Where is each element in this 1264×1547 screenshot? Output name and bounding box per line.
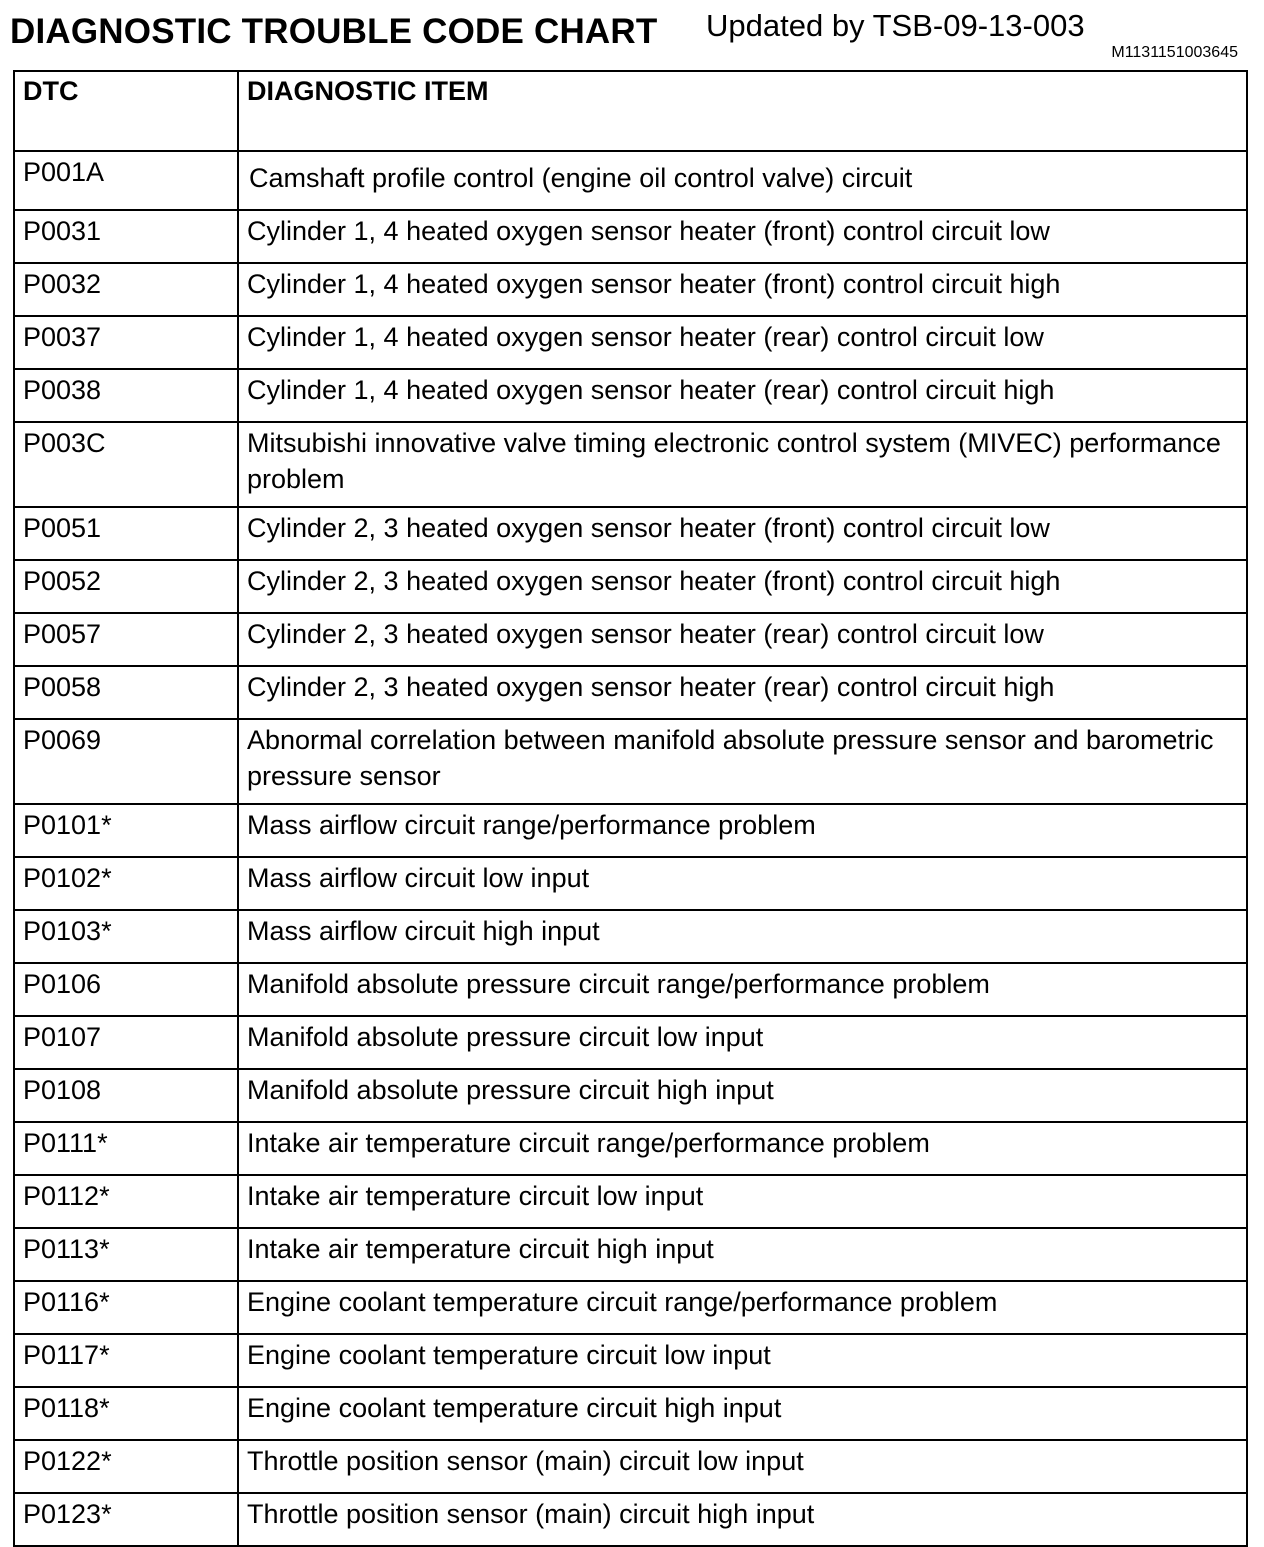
column-header-diagnostic-item: DIAGNOSTIC ITEM: [238, 71, 1247, 151]
table-row: [14, 804, 1247, 857]
diagnostic-item: Engine coolant temperature circuit high input: [238, 1387, 1247, 1440]
table-row: [14, 560, 1247, 613]
table-row: [14, 1228, 1247, 1281]
table-row: [14, 1016, 1247, 1069]
diagnostic-item: Camshaft profile control (engine oil control valve) circuit: [238, 151, 1247, 210]
dtc-code: P0122*: [14, 1440, 238, 1493]
table-row: [14, 316, 1247, 369]
diagnostic-item: Mass airflow circuit low input: [238, 857, 1247, 910]
diagnostic-item: Mass airflow circuit range/performance problem: [238, 804, 1247, 857]
table-row: [14, 666, 1247, 719]
table-row: [14, 1493, 1247, 1546]
dtc-code: P0102*: [14, 857, 238, 910]
table-row: [14, 1069, 1247, 1122]
dtc-code: P0116*: [14, 1281, 238, 1334]
diagnostic-item: Manifold absolute pressure circuit low input: [238, 1016, 1247, 1069]
column-header-dtc: DTC: [14, 71, 238, 151]
diagnostic-item: Abnormal correlation between manifold absolute pressure sensor and barometric pressure sensor: [238, 719, 1247, 804]
diagnostic-item: Intake air temperature circuit range/performance problem: [238, 1122, 1247, 1175]
dtc-code: P0052: [14, 560, 238, 613]
dtc-code: P0111*: [14, 1122, 238, 1175]
diagnostic-item: Cylinder 1, 4 heated oxygen sensor heater (rear) control circuit high: [238, 369, 1247, 422]
diagnostic-item: Intake air temperature circuit high input: [238, 1228, 1247, 1281]
dtc-code: P0051: [14, 507, 238, 560]
dtc-code: P0118*: [14, 1387, 238, 1440]
update-note: Updated by TSB-09-13-003: [706, 8, 1085, 43]
dtc-code: P0117*: [14, 1334, 238, 1387]
diagnostic-item: Manifold absolute pressure circuit high input: [238, 1069, 1247, 1122]
page-title: DIAGNOSTIC TROUBLE CODE CHART: [10, 12, 658, 51]
table-row: [14, 613, 1247, 666]
table-row: [14, 963, 1247, 1016]
document-id: M1131151003645: [1111, 44, 1238, 61]
dtc-code: P0107: [14, 1016, 238, 1069]
dtc-code: P0038: [14, 369, 238, 422]
dtc-code: P0032: [14, 263, 238, 316]
dtc-code: P0108: [14, 1069, 238, 1122]
dtc-code: P0037: [14, 316, 238, 369]
diagnostic-item: Cylinder 2, 3 heated oxygen sensor heater (rear) control circuit high: [238, 666, 1247, 719]
table-row: [14, 1122, 1247, 1175]
diagnostic-item: Engine coolant temperature circuit range/performance problem: [238, 1281, 1247, 1334]
dtc-code: P0123*: [14, 1493, 238, 1546]
dtc-table: [13, 70, 1248, 1547]
table-row: [14, 369, 1247, 422]
diagnostic-item: Cylinder 2, 3 heated oxygen sensor heater (front) control circuit low: [238, 507, 1247, 560]
table-row: [14, 1334, 1247, 1387]
diagnostic-item: Cylinder 1, 4 heated oxygen sensor heater (front) control circuit high: [238, 263, 1247, 316]
dtc-code: P003C: [14, 422, 238, 507]
diagnostic-item: Engine coolant temperature circuit low input: [238, 1334, 1247, 1387]
diagnostic-item: Cylinder 2, 3 heated oxygen sensor heater (rear) control circuit low: [238, 613, 1247, 666]
diagnostic-item: Mass airflow circuit high input: [238, 910, 1247, 963]
table-row: [14, 151, 1247, 210]
dtc-code: P001A: [14, 151, 238, 210]
table-row: [14, 910, 1247, 963]
dtc-code: P0069: [14, 719, 238, 804]
table-row: [14, 263, 1247, 316]
table-row: [14, 507, 1247, 560]
table-row: [14, 422, 1247, 507]
dtc-code: P0031: [14, 210, 238, 263]
diagnostic-item: Intake air temperature circuit low input: [238, 1175, 1247, 1228]
table-row: [14, 1440, 1247, 1493]
diagnostic-item: Cylinder 2, 3 heated oxygen sensor heater (front) control circuit high: [238, 560, 1247, 613]
dtc-code: P0103*: [14, 910, 238, 963]
dtc-code: P0106: [14, 963, 238, 1016]
dtc-code: P0057: [14, 613, 238, 666]
dtc-code: P0101*: [14, 804, 238, 857]
table-row: [14, 1175, 1247, 1228]
diagnostic-item: Cylinder 1, 4 heated oxygen sensor heater (rear) control circuit low: [238, 316, 1247, 369]
diagnostic-item: Cylinder 1, 4 heated oxygen sensor heater (front) control circuit low: [238, 210, 1247, 263]
diagnostic-item: Mitsubishi innovative valve timing electronic control system (MIVEC) performance problem: [238, 422, 1247, 507]
dtc-code: P0112*: [14, 1175, 238, 1228]
table-row: [14, 210, 1247, 263]
table-row: [14, 1281, 1247, 1334]
diagnostic-item: Throttle position sensor (main) circuit high input: [238, 1493, 1247, 1546]
table-header-row: [14, 71, 1247, 151]
diagnostic-item: Manifold absolute pressure circuit range/performance problem: [238, 963, 1247, 1016]
table-row: [14, 719, 1247, 804]
dtc-code: P0058: [14, 666, 238, 719]
table-row: [14, 857, 1247, 910]
dtc-code: P0113*: [14, 1228, 238, 1281]
diagnostic-item: Throttle position sensor (main) circuit low input: [238, 1440, 1247, 1493]
table-row: [14, 1387, 1247, 1440]
